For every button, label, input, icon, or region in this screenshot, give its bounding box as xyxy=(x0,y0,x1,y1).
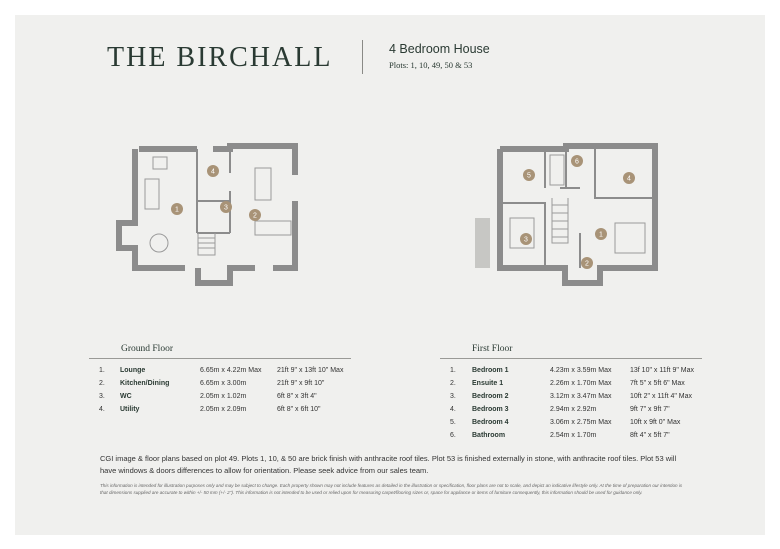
room-name: Bedroom 3 xyxy=(472,406,509,413)
room-number: 1. xyxy=(450,367,456,374)
ground-floor-schedule xyxy=(99,344,354,419)
badge-lounge: 1 xyxy=(175,206,179,214)
ground-floor-plan xyxy=(105,143,305,293)
first-floor-heading: First Floor xyxy=(472,344,513,354)
badge-bedroom-1: 1 xyxy=(599,231,603,239)
coffee-table-icon xyxy=(150,234,168,252)
kitchen-counter-icon xyxy=(255,221,291,235)
badge-bedroom-4: 5 xyxy=(527,172,531,180)
plot-note: CGI image & floor plans based on plot 49. Plots 1, 10, & 50 are brick finish with anthracite roof tiles. Plot 53 is finished externally in stone, with anthracite roof tiles. Plot 53 will have windows & doors differences to allow for orientation. Please seek advice from our sales team. xyxy=(100,454,677,475)
room-imperial: 21ft 9" x 9ft 10" xyxy=(277,380,325,387)
room-number: 1. xyxy=(99,367,105,374)
bed-icon xyxy=(615,223,645,253)
room-imperial: 13f 10" x 11ft 9" Max xyxy=(630,367,694,374)
room-imperial: 10ft 2" x 11ft 4" Max xyxy=(630,393,693,400)
ground-floor-rule xyxy=(89,358,351,359)
room-imperial: 10ft x 9ft 0" Max xyxy=(630,419,681,426)
room-name: Bedroom 2 xyxy=(472,393,509,400)
badge-ensuite-1: 2 xyxy=(585,260,589,268)
room-number: 4. xyxy=(99,406,105,413)
room-number: 2. xyxy=(450,380,456,387)
room-name: Ensuite 1 xyxy=(472,380,504,387)
staircase-icon xyxy=(198,233,215,255)
page-title: THE BIRCHALL xyxy=(107,42,333,73)
first-floor-plan xyxy=(470,143,670,298)
room-name: Bedroom 1 xyxy=(472,367,509,374)
first-floor-schedule xyxy=(450,344,705,444)
room-name: Utility xyxy=(120,406,140,413)
room-metric: 3.06m x 2.75m Max xyxy=(550,419,612,426)
room-imperial: 21ft 9" x 13ft 10" Max xyxy=(277,367,344,374)
room-metric: 6.65m x 3.00m xyxy=(200,380,247,387)
room-row xyxy=(450,404,705,416)
room-row xyxy=(99,365,354,377)
room-name: Lounge xyxy=(120,367,146,374)
room-number: 6. xyxy=(450,432,456,439)
bath-icon xyxy=(550,155,564,185)
disclaimer: This information is intended for illustration purposes only and may be subject to change. Each property shown may not include features as detailed in the illustration or specification, floor plans are not to scale, and depict an indicative lifestyle only. At the time of preparation our intention is that dimensions supplied are accurate to within +/- 50 mm (+/- 2"). This information is not intended to be used or relied upon for measuring carpet/flooring sizes or, space for appliance or items of furniture consequently, this information should be used for guidance only. xyxy=(100,483,683,495)
room-imperial: 6ft 8" x 6ft 10" xyxy=(277,406,321,413)
badge-wc: 3 xyxy=(224,204,228,212)
badge-bedroom-2: 3 xyxy=(524,236,528,244)
bed-icon xyxy=(510,218,534,248)
badge-kitchen: 2 xyxy=(253,212,257,220)
room-row xyxy=(450,391,705,403)
armchair-icon xyxy=(153,157,167,169)
room-metric: 2.26m x 1.70m Max xyxy=(550,380,612,387)
staircase-icon xyxy=(552,198,568,243)
room-metric: 2.94m x 2.92m xyxy=(550,406,597,413)
room-row xyxy=(450,417,705,429)
badge-bathroom: 6 xyxy=(575,158,579,166)
room-number: 4. xyxy=(450,406,456,413)
room-imperial: 9ft 7" x 9ft 7" xyxy=(630,406,670,413)
plots-list: Plots: 1, 10, 49, 50 & 53 xyxy=(389,60,473,70)
dining-table-icon xyxy=(255,168,271,200)
badge-bedroom-3: 4 xyxy=(627,175,631,183)
room-number: 2. xyxy=(99,380,105,387)
house-type: 4 Bedroom House xyxy=(389,42,490,56)
room-row xyxy=(450,378,705,390)
room-metric: 2.05m x 1.02m xyxy=(200,393,247,400)
room-name: Bathroom xyxy=(472,432,506,439)
room-name: WC xyxy=(120,393,132,400)
ground-floor-heading: Ground Floor xyxy=(121,344,173,354)
sofa-icon xyxy=(145,179,159,209)
room-name: Kitchen/Dining xyxy=(120,380,170,387)
title-divider xyxy=(362,40,363,74)
room-row xyxy=(99,404,354,416)
room-imperial: 7ft 5" x 5ft 6" Max xyxy=(630,380,685,387)
room-metric: 3.12m x 3.47m Max xyxy=(550,393,612,400)
room-number: 5. xyxy=(450,419,456,426)
roof-overhang xyxy=(475,218,490,268)
room-row xyxy=(450,430,705,442)
room-imperial: 6ft 8" x 3ft 4" xyxy=(277,393,317,400)
room-name: Bedroom 4 xyxy=(472,419,509,426)
room-row xyxy=(450,365,705,377)
room-metric: 2.54m x 1.70m xyxy=(550,432,597,439)
room-row xyxy=(99,391,354,403)
room-imperial: 8ft 4" x 5ft 7" xyxy=(630,432,670,439)
first-floor-rule xyxy=(440,358,702,359)
room-metric: 2.05m x 2.09m xyxy=(200,406,247,413)
room-number: 3. xyxy=(450,393,456,400)
room-metric: 4.23m x 3.59m Max xyxy=(550,367,612,374)
badge-utility: 4 xyxy=(211,168,215,176)
room-row xyxy=(99,378,354,390)
room-number: 3. xyxy=(99,393,105,400)
room-metric: 6.65m x 4.22m Max xyxy=(200,367,262,374)
ground-floor-walls xyxy=(119,146,295,283)
